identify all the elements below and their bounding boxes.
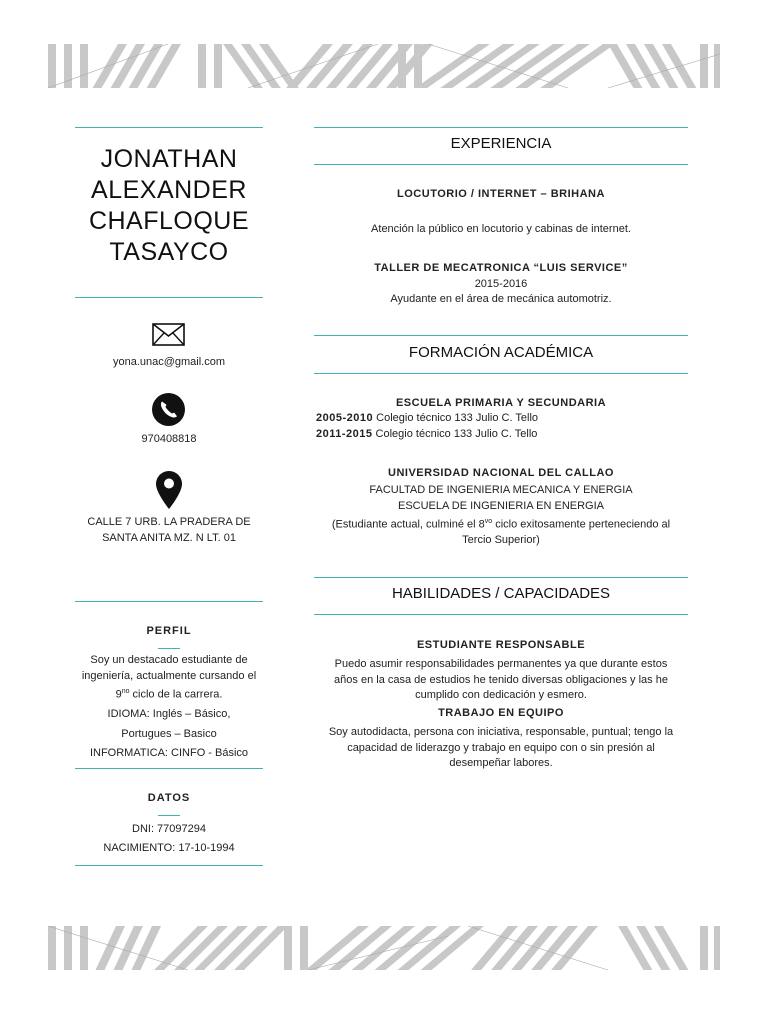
skill1-line-1: Puedo asumir responsabilidades permanentes ya que durante estos bbox=[334, 658, 668, 670]
datos-text bbox=[75, 820, 263, 858]
skill2-line-1: Soy autodidacta, persona con iniciativa, responsable, puntual; tengo la bbox=[328, 726, 674, 738]
perfil-line-3-post: ciclo de la carrera. bbox=[129, 688, 223, 701]
datos-title: DATOS bbox=[147, 792, 191, 804]
uni-text bbox=[314, 483, 688, 549]
formacion-title: FORMACIÓN ACADÉMICA bbox=[408, 344, 594, 361]
skill1-text bbox=[314, 657, 688, 704]
school-row-2-years: 2011-2015 bbox=[316, 428, 373, 440]
school-row-1-text: Colegio técnico 133 Julio C. Tello bbox=[373, 412, 539, 424]
left-top-rule bbox=[75, 127, 263, 128]
envelope-icon bbox=[152, 323, 185, 346]
skill1-line-3: cumplido con dedicación y esmero. bbox=[415, 689, 587, 701]
top-stripe-band bbox=[48, 44, 720, 88]
perfil-line-2: ingeniería, actualmente cursando el bbox=[81, 669, 257, 682]
perfil-idioma-1: IDIOMA: Inglés – Básico, bbox=[107, 708, 231, 721]
address-line-1: CALLE 7 URB. LA PRADERA DE bbox=[87, 516, 251, 528]
datos-short-rule bbox=[158, 815, 180, 816]
perfil-line-1: Soy un destacado estudiante de bbox=[90, 654, 248, 666]
name-line-3: CHAFLOQUE bbox=[88, 207, 250, 235]
uni-line-1: FACULTAD DE INGENIERIA MECANICA Y ENERGIA bbox=[369, 484, 633, 496]
school-title: ESCUELA PRIMARIA Y SECUNDARIA bbox=[395, 397, 607, 409]
address-text bbox=[75, 514, 263, 546]
name-line-1: JONATHAN bbox=[100, 145, 238, 173]
job1-desc: Atención la público en locutorio y cabinas de internet. bbox=[371, 223, 631, 235]
school-row-2 bbox=[316, 428, 537, 440]
formacion-bottom-rule bbox=[314, 373, 688, 374]
job2-desc: Ayudante en el área de mecánica automotriz. bbox=[390, 293, 612, 305]
habilidades-top-rule bbox=[314, 577, 688, 578]
habilidades-bottom-rule bbox=[314, 614, 688, 615]
skill2-line-3: desempeñar labores. bbox=[449, 757, 553, 769]
job2-title: TALLER DE MECATRONICA “LUIS SERVICE” bbox=[374, 262, 628, 274]
skill2-text bbox=[314, 725, 688, 772]
uni-line-3-sup: vo bbox=[484, 518, 493, 525]
experiencia-bottom-rule bbox=[314, 164, 688, 165]
uni-line-3-pre: (Estudiante actual, culminé el 8 bbox=[331, 518, 485, 531]
uni-line-3-post: ciclo exitosamente perteneciendo al bbox=[492, 518, 671, 531]
name-line-2: ALEXANDER bbox=[91, 176, 247, 204]
perfil-line-3-pre: 9 bbox=[115, 688, 122, 701]
school-row-2-text: Colegio técnico 133 Julio C. Tello bbox=[372, 428, 538, 440]
email-text[interactable]: yona.unac@gmail.com bbox=[112, 356, 226, 368]
address-line-2: SANTA ANITA MZ. N LT. 01 bbox=[102, 532, 236, 544]
datos-nacimiento: NACIMIENTO: 17-10-1994 bbox=[103, 842, 235, 854]
left-datos-rule bbox=[75, 768, 263, 769]
phone-text[interactable]: 970408818 bbox=[141, 433, 197, 445]
formacion-top-rule bbox=[314, 335, 688, 336]
school-row-1-years: 2005-2010 bbox=[316, 412, 374, 424]
school-row-1 bbox=[316, 412, 538, 424]
skill1-title: ESTUDIANTE RESPONSABLE bbox=[416, 639, 586, 651]
perfil-text bbox=[75, 653, 263, 762]
uni-title: UNIVERSIDAD NACIONAL DEL CALLAO bbox=[388, 467, 614, 479]
map-pin-icon bbox=[155, 470, 183, 510]
job1-title: LOCUTORIO / INTERNET – BRIHANA bbox=[397, 188, 605, 200]
job2-years: 2015-2016 bbox=[474, 278, 528, 290]
perfil-title: PERFIL bbox=[146, 625, 192, 637]
name-line-4: TASAYCO bbox=[109, 238, 229, 266]
candidate-name bbox=[75, 144, 263, 268]
experiencia-title: EXPERIENCIA bbox=[450, 135, 552, 152]
uni-line-4: Tercio Superior) bbox=[462, 534, 540, 547]
skill1-line-2: años en la casa de estudios he tenido diversas obligaciones y las he bbox=[334, 673, 668, 686]
perfil-line-3 bbox=[75, 684, 263, 703]
skill2-line-2: capacidad de liderazgo y trabajo en equipo con o sin presión al bbox=[347, 741, 655, 754]
perfil-line-3-sup: no bbox=[121, 688, 130, 695]
habilidades-title: HABILIDADES / CAPACIDADES bbox=[391, 585, 611, 602]
experiencia-top-rule bbox=[314, 127, 688, 128]
perfil-informatica: INFORMATICA: CINFO - Básico bbox=[89, 747, 249, 760]
uni-line-2: ESCUELA DE INGENIERIA EN ENERGIA bbox=[397, 499, 604, 512]
datos-dni: DNI: 77097294 bbox=[132, 823, 206, 835]
bottom-stripe-band bbox=[48, 926, 720, 970]
uni-line-3 bbox=[314, 514, 688, 533]
left-name-rule bbox=[75, 297, 263, 298]
perfil-idioma-2: Portugues – Basico bbox=[121, 727, 217, 740]
phone-icon bbox=[151, 392, 186, 427]
perfil-short-rule bbox=[158, 648, 180, 649]
left-bottom-rule bbox=[75, 865, 263, 866]
left-perfil-rule bbox=[75, 601, 263, 602]
skill2-title: TRABAJO EN EQUIPO bbox=[438, 707, 564, 719]
